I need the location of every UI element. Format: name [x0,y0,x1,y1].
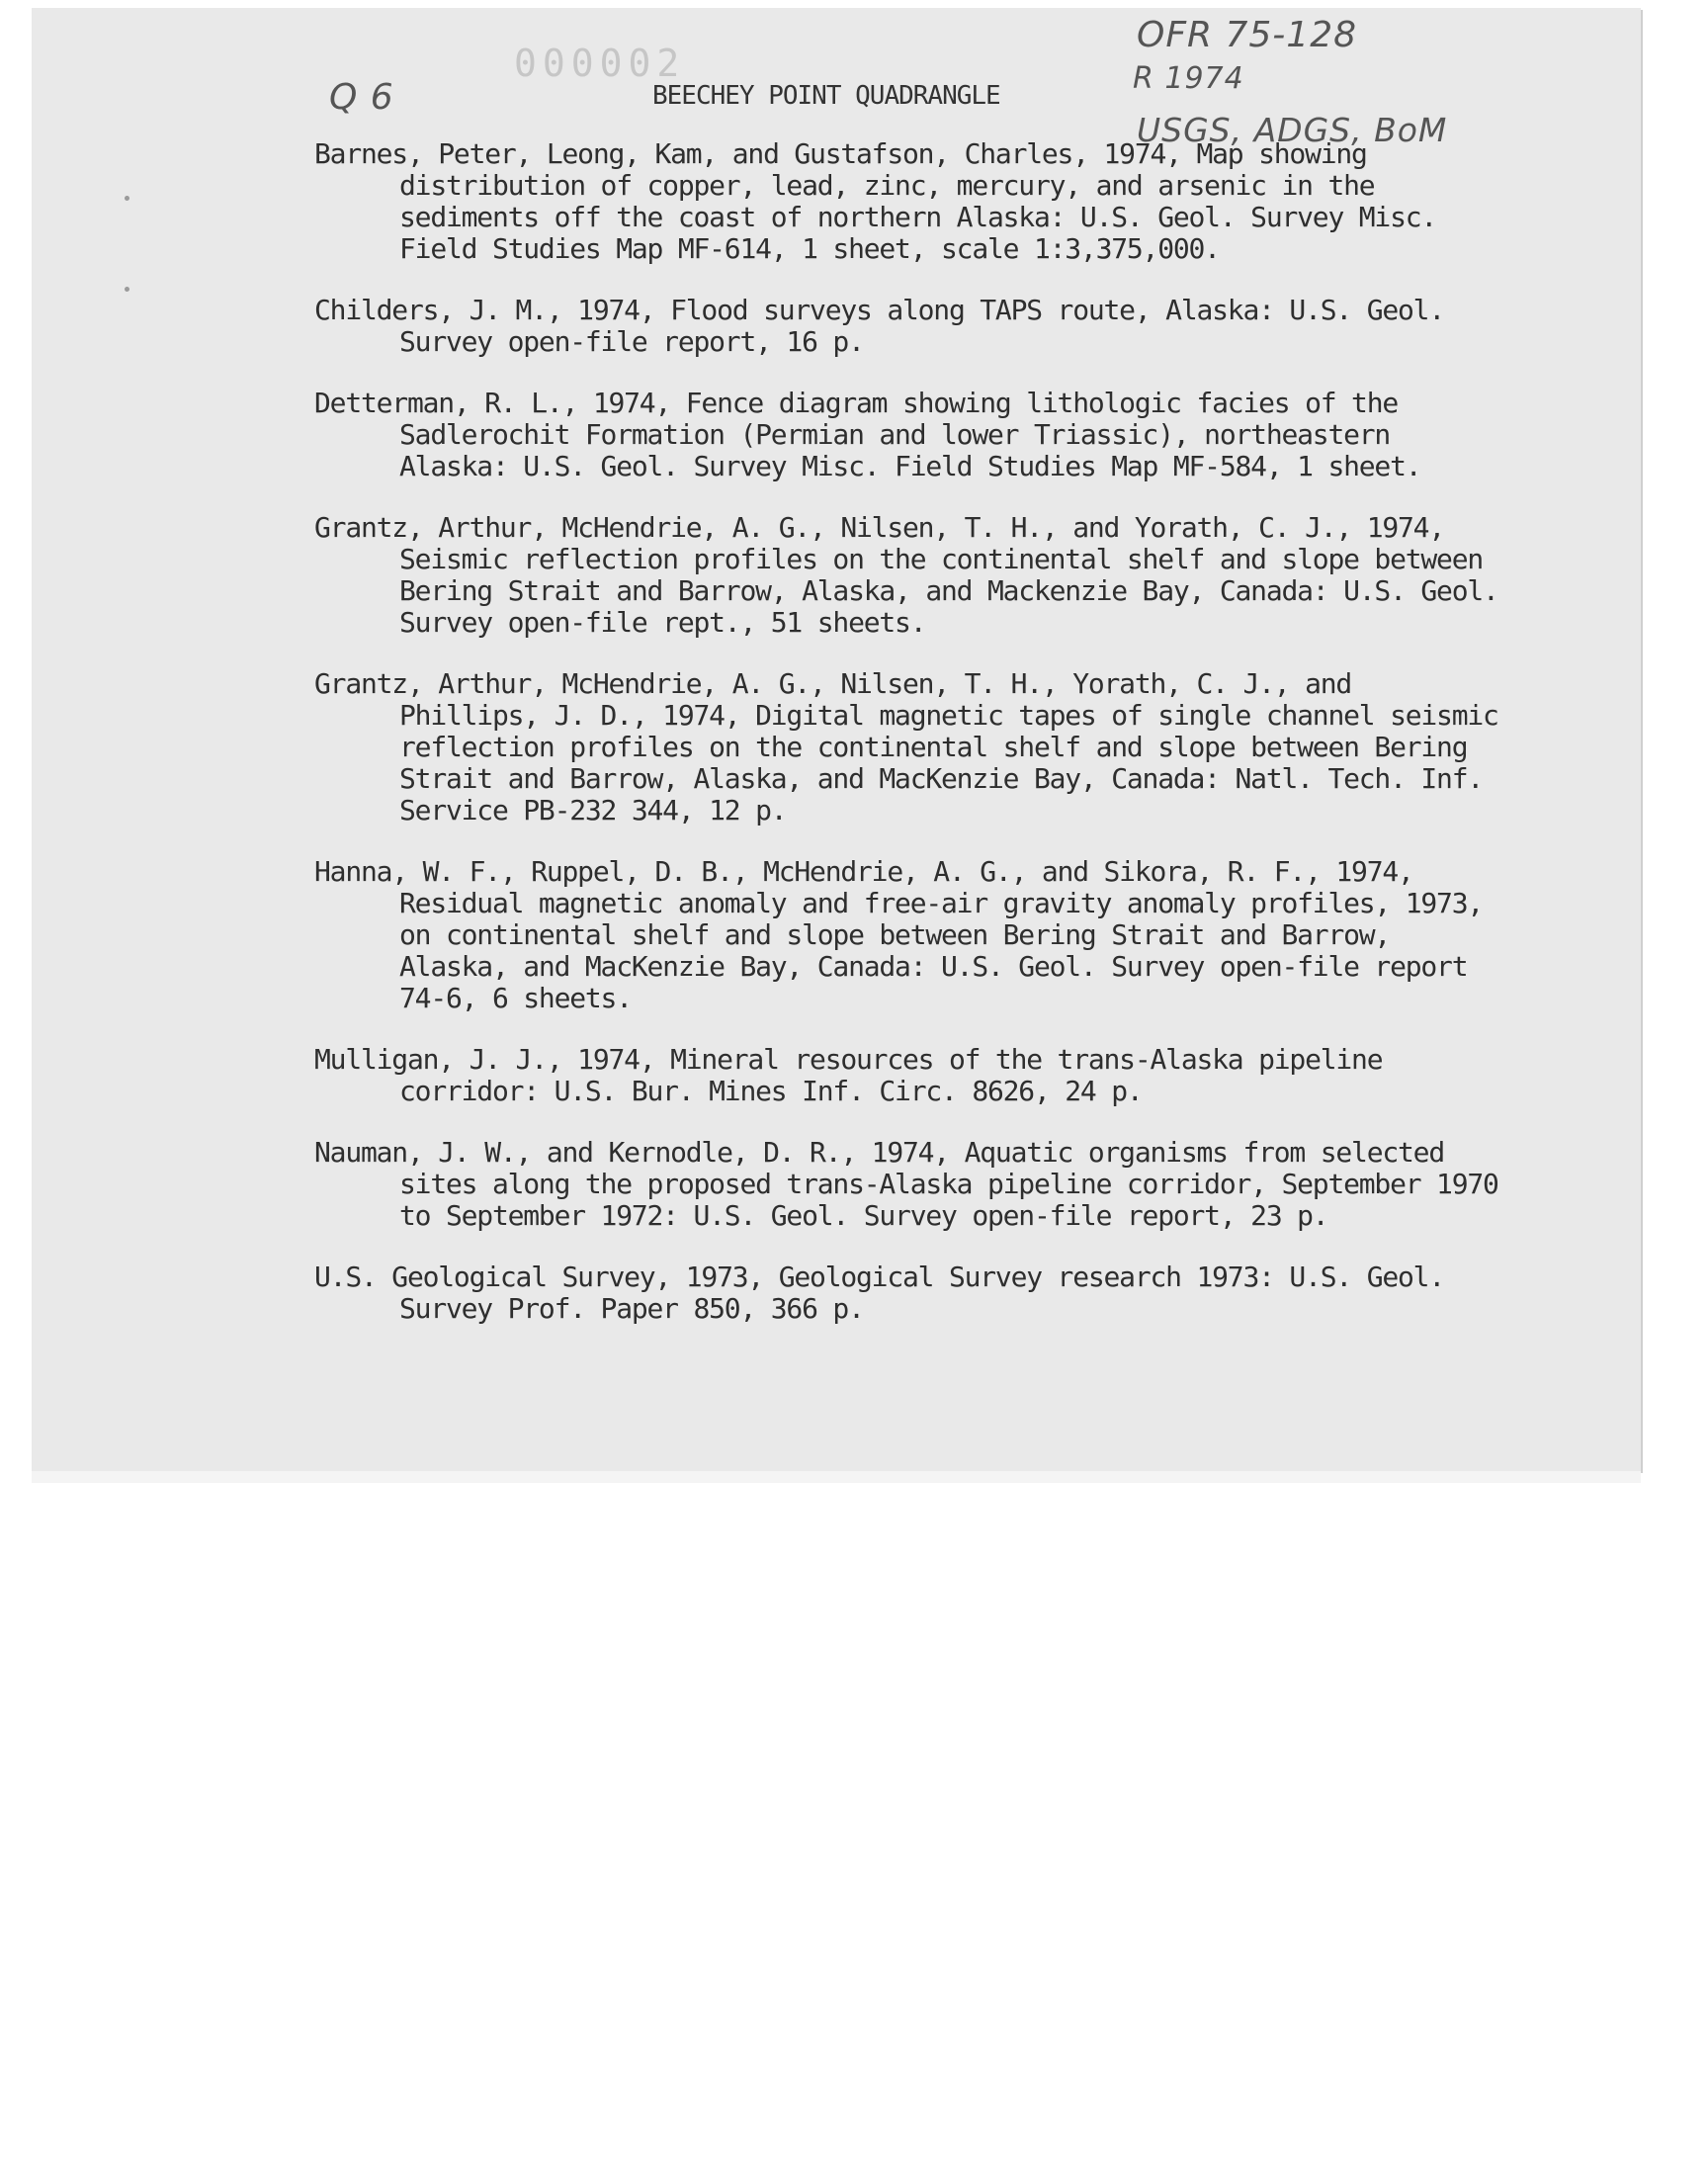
reference-list [314,138,1500,1354]
scan-speck [125,196,129,201]
handwritten-record-line: R 1974 [1133,61,1244,96]
reference-entry: Hanna, W. F., Ruppel, D. B., McHendrie, A. G., and Sikora, R. F., 1974, Residual magnetic anomaly and free-air gravity anomaly profiles, 1973, on continental shelf and slope between Bering Strait and Barrow, Alaska, and MacKenzie Bay, Canada: U.S. Geol. Survey open-file report 74-6, 6 sheets. [314,855,1484,1014]
scan-speck [125,287,129,292]
handwritten-agencies: USGS, ADGS, BoM [1137,111,1448,149]
reference-entry: Childers, J. M., 1974, Flood surveys along TAPS route, Alaska: U.S. Geol. Survey open-file report, 16 p. [314,294,1444,358]
reference-entry: U.S. Geological Survey, 1973, Geological Survey research 1973: U.S. Geol. Survey Prof. Paper 850, 366 p. [314,1261,1444,1325]
reference-entry: Barnes, Peter, Leong, Kam, and Gustafson, Charles, 1974, Map showing distribution of copper, lead, zinc, mercury, and arsenic in the sediments off the coast of northern Alaska: U.S. Geol. Survey Misc. Field Studies Map MF-614, 1 sheet, scale 1:3,375,000. [314,137,1437,265]
handwritten-q-mark: Q 6 [329,77,394,118]
reference-entry: Mulligan, J. J., 1974, Mineral resources of the trans-Alaska pipeline corridor: U.S. Bur. Mines Inf. Circ. 8626, 24 p. [314,1043,1383,1107]
reference-entry: Detterman, R. L., 1974, Fence diagram showing lithologic facies of the Sadlerochit Formation (Permian and lower Triassic), northeastern Alaska: U.S. Geol. Survey Misc. Field Studies Map MF-584, 1 sheet. [314,387,1421,482]
card-bottom-edge [32,1471,1641,1483]
handwritten-report-number: OFR 75-128 [1137,15,1358,55]
reference-entry: Nauman, J. W., and Kernodle, D. R., 1974, Aquatic organisms from selected sites along the proposed trans-Alaska pipeline corridor, September 1970 to September 1972: U.S. Geol. Survey open-file report, 23 p. [314,1136,1498,1232]
faint-stamp-number: 000002 [514,42,686,85]
reference-entry: Grantz, Arthur, McHendrie, A. G., Nilsen, T. H., Yorath, C. J., and Phillips, J. D., 1974, Digital magnetic tapes of single channel seismic reflection profiles on the continental shelf and slope between Bering Strait and Barrow, Alaska, and MacKenzie Bay, Canada: Natl. Tech. Inf. Service PB-232 344, 12 p. [314,667,1498,826]
reference-entry: Grantz, Arthur, McHendrie, A. G., Nilsen, T. H., and Yorath, C. J., 1974, Seismic reflection profiles on the continental shelf and slope between Bering Strait and Barrow, Alaska, and Mackenzie Bay, Canada: U.S. Geol. Survey open-file rept., 51 sheets. [314,511,1498,639]
page-heading: BEECHEY POINT QUADRANGLE [652,81,1000,111]
